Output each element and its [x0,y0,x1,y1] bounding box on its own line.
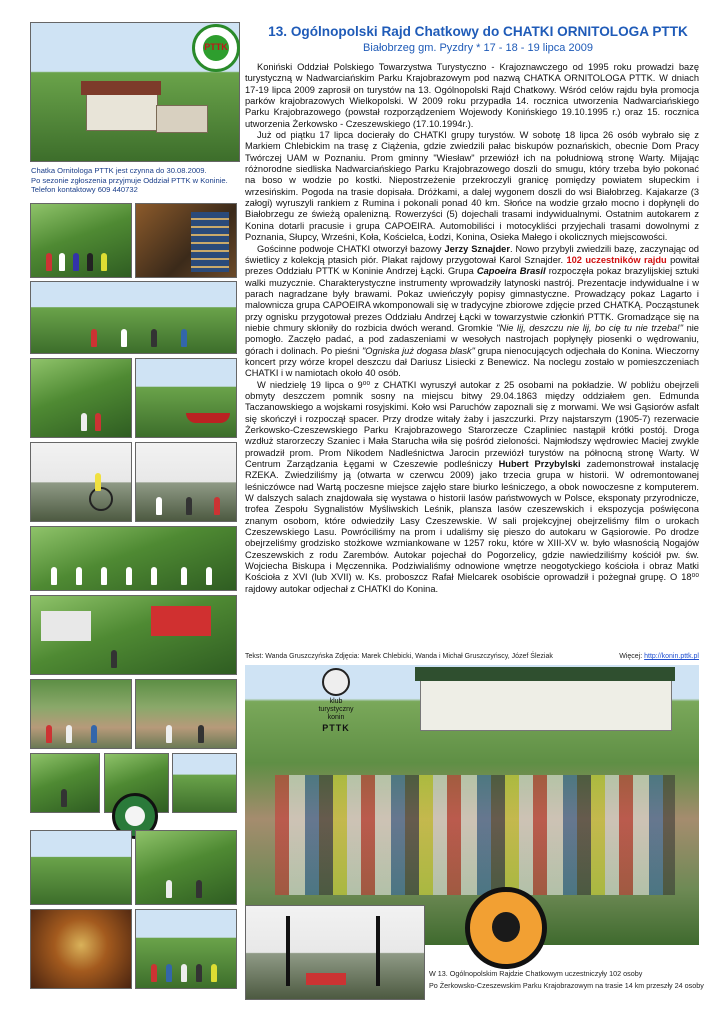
chatka-open-line2: Po sezonie zgłoszenia przyjmuje Oddział PTTK w Koninie. [31,175,228,185]
photo-capoeira-show [30,526,237,591]
chatka-open-line1: Chatka Ornitologa PTTK jest czynna do 30.08.2009. [31,166,207,175]
photo-church-painting [30,909,132,989]
photo-campsite [135,442,237,522]
credits-more-label: Więcej: [619,653,643,660]
pttk-logo-text: PTTK [204,42,228,52]
photo-cyclist [30,442,132,522]
photo-forester-house [135,830,237,905]
chatka-open-caption [31,166,241,195]
capoeira-group-name: Capoeira Brasil [476,266,546,277]
article-paragraph-1: Koniński Oddział Polskiego Towarzystwa Turystyczno - Krajoznawczego od 1995 roku prowadzi bazę turystyczną w Nadwarciańskim Parku Krajobrazowym pod nazwą CHATKA ORNITOLOGA PTTK. W dniach 17-19 lipca 2009 zaprosił on turystów na 13. Ogólnopolski Rajd Chatkowy. Wśród celów rajdu była promocja parków krajobrazowych Wielkopolski. W 2009 roku przypadła 14. rocznica utworzenia Nadwarciańskiego Parku Krajobrazowego (powstał rozporządzeniem Wojewody Konińskiego 19.10.1995 r.) oraz 15. rocznica utworzenia Żerkowsko - Czeszewskiego (17.10.1994r.). [245,62,699,129]
group-photo-caption-line1: W 13. Ogólnopolskim Rajdzie Chatkowym uczestniczyły 102 osoby [429,969,643,978]
photo-guitar-singing [135,679,237,749]
credits-authors: Tekst: Wanda Gruszczyńska Zdjęcia: Marek Chlebicki, Wanda i Michał Gruszczyńscy, Józef Śleziak [245,653,553,660]
photo-river-view [172,753,237,813]
credits-line [245,653,699,660]
photo-camp-tents [30,595,237,675]
article-paragraph-2: Już od piątku 17 lipca docierały do CHATKI grupy turystów. W sobotę 18 lipca 26 osób wybrało się z Markiem Chlebickim na trasę z Ciążenia, gdzie zwiedzili pałac biskupów poznańskich, obecnie Dom Pracy Twórczej UAM w Poznaniu. Prom gminny "Wiesław" przewiózł ich na południową stronę Warty. Mijając różnorodne siedliska Nadwarciańskiego Parku Krajobrazowego doszli do smugu, który trzeba było pokonać na boso w wodzie po kostki. Niepostrzeżenie przekroczyli granicę pomiędzy powiatem słupeckim i wrzesińskim. Pogoda na trasie dopisała. Dróżkami, a dalej wygonem doszli do wsi Białobrzeg. Kajakarze (3 załogi) wyruszyli rankiem z Rumina i pokonali ponad 40 km. Słońce na wodzie grzało mocno i dopłynęli do Białobrzegu ze świeżą opalenizną. Rowerzyści (5) dojechali trasami indywidualnymi. Ostatnim autokarem z Konina dotarli pracusie i grupa CAPOEIRA. Automobiliści i motocykliści przyjechali trasami dowolnymi z Poznania, Słupcy, Wrześni, Koła, Kościelca, Łodzi, Konina, Osieka Małego i okolicznych miejscowości. [245,130,699,243]
photo-library-room [135,203,237,278]
klub-logo-line4: PTTK [322,723,350,733]
klub-turystyczny-logo [304,668,368,776]
page-subtitle: Białobrzeg gm. Pyzdry * 17 - 18 - 19 lipca 2009 [363,42,593,54]
chatka-open-line3: Telefon kontaktowy 609 440732 [31,185,138,195]
participants-count: 102 uczestników rajdu [566,254,667,265]
website-link[interactable]: http://konin.pttk.pl [644,653,699,660]
klub-logo-line1: klub [329,698,343,705]
forester-name: Hubert Przybylski [498,459,581,470]
article-paragraph-3: Gościnne podwoje CHATKI otworzył bazowy Jerzy Sznajder. Nowo przybyli zwiedzili bazę, zaczynając od świetlicy z kolekcją ptasich piór. Plakat rajdowy przygotował Karol Sznajder. 102 uczestników rajdu powitał prezes Oddziału PTTK w Koninie Andrzej Łącki. Grupa Capoeira Brasil rozpoczęła pokaz brazylijskiej sztuki walki muzycznie. Charakterystyczne instrumenty wprowadziły latynoski nastrój. Prezentacje indywidualne i w parach nagradzane były brawami. Pokaz uwieńczyły popisy gimnastyczne. Prowadzący pokaz Lagarto i malownicza grupa CAPOEIRA wkomponowali się w tradycyjne zbiorowe zdjęcie przed CHATKĄ. Począstunek przy ognisku przygotował prezes Oddziału Andrzej Łącki w towarzystwie członkiń PTTK. Gromadzące się na niebie chmury skłoniły do rozbicia dwóch werand. Gromkie "Nie lij, deszczu nie lij, bo cię tu nie trzeba!" nie pomogło. Zaczęło padać, a pod zadaszeniami w wesołych nastrojach popłynęły piosenki o wędrowaniu, górach i dolinach. Po pieśni "Ogniska już dogasa blask" grupa nienocujących odjechała do Konina. Wieczorny koncert przy wórze kropel deszczu dał Dariusz Lisiecki z Benewicz. Na noclegu zostało w pomieszczeniach CHATKI i w namiotach około 40 osób. [245,243,699,379]
klub-logo-line2: turystyczny [318,706,354,713]
group-photo-caption [429,968,709,992]
photo-boats [135,358,237,438]
photo-floodplain [30,830,132,905]
photo-river-path [30,753,100,813]
host-name: Jerzy Sznajder [444,243,510,254]
pttk-logo [192,24,240,72]
photo-singing-crowd [30,679,132,749]
ornithologist-emblem-logo [465,887,547,969]
page-title: 13. Ogólnopolski Rajd Chatkowy do CHATKI ORNITOLOGA PTTK [268,24,688,39]
photo-wide-trail [30,281,237,354]
song-quote-2: "Ogniska już dogasa blask" [361,345,475,356]
article-paragraph-4: W niedzielę 19 lipca o 9⁰⁰ z CHATKI wyruszył autokar z 25 osobami na pokładzie. W pobliżu obejrzeli obmyty deszczem pomnik sosny na miejscu bitwy 29.04.1863 między oddziałem gen. Edmunda Taczanowskiego a wojskami rosyjskimi. Koło wsi Paruchów zapoznali się z morwami. We wsi Gąsiorów asfalt się skończył i rozpoczął spacer. Przy drodze witały żaby i jaszczurki. Przy najstarszym (1905-7) rezerwacie Żerkowsko-Czeszewskiego Parku Krajobrazowego Starorzecze Czapliniec nastąpił krótki postój. Droga wzdłuż starorzeczy Szaniec i Mała Starucha wiła się pośród zieloności. Najmłodszy wędrowiec Maciej zwykle prowadził prom. Prom Nikodem Nadleśnictwa Jarocin przewiózł turystów na północną stronę Warty. W Centrum Zarządzania Łęgami w Czeszewie podleśniczy Hubert Przybylski zademonstrował instalację RZEKA. Zwiedziliśmy ją (otwarta w czerwcu 2009) jako trzecia grupa w historii. W odremontowanej leśniczówce nad Wartą poczesne miejsce zajęło stare biurko leśniczego, a obok nowoczesne z komputerem. W dalszych salach znajdowała się wystawa o historii lasów państwowych w Polsce, eksponaty przyrodnicze, trofea Zespołu Sygnalistów Myśliwskich Leśnik, plansza lasów czeszewskich i ekspozycja poświęcona znanym osobom, które odwiedziły Lasy Czeszewskie. W sali projekcyjnej obejrzeliśmy film o urokach Czeszewskiego Lasu. Powróciliśmy na prom i udaliśmy się pieszo do autokaru w Gąsiorowie. Po drodze obejrzeliśmy grodzisko stożkowe wzmiankowane w 1257 roku, które w XIII-XV w. było własnością Nogajów Czeszewskich z rodu Zarembów. Autokar pojechał do Pogorzelicy, gdzie nawiedziliśmy kościół pw. św. Wojciecha Biskupa i Męczennika. Podziwialiśmy odnowione wnętrze neogotyckiego kościoła i obraz Matki Kościoła z XVI (lub XVII) w. Ks. proboszcz Rafał Mielcarek osobiście oprowadził i pożegnał grupę. O 18⁰⁰ rajdowy autokar odjechał z CHATKI do Konina. [245,379,699,594]
klub-logo-line3: konin [327,714,345,721]
group-photo-caption-line2: Po Żerkowsko-Czeszewskim Parku Krajobrazowym na trasie 14 km przeszły 24 osoby [429,981,704,990]
photo-group-trail [30,203,132,278]
photo-evening-group [245,905,425,1000]
photo-church-group [135,909,237,989]
song-quote-1: "Nie lij, deszczu nie lij, bo cię tu nie trzeba!" [496,322,684,333]
article-body [245,62,699,652]
photo-forest-walk [30,358,132,438]
